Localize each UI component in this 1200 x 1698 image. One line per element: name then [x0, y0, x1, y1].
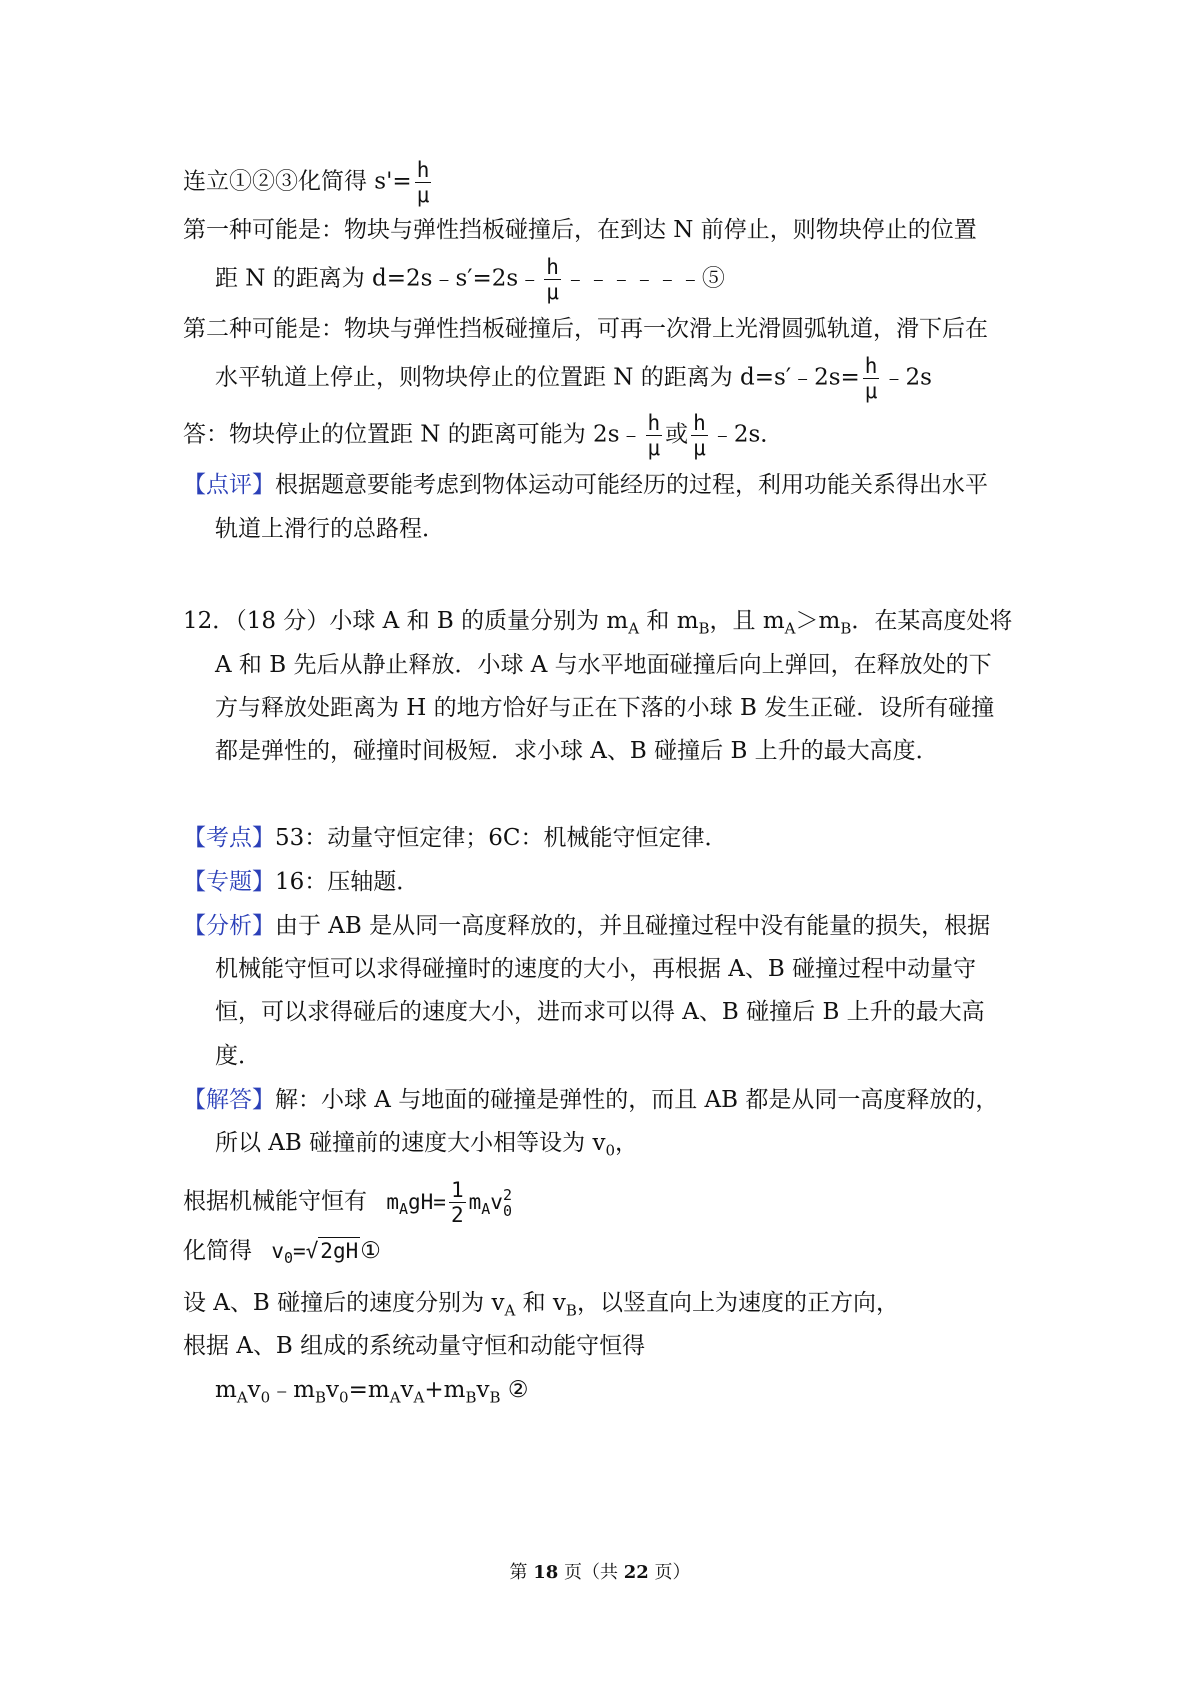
comment-line-2: 轨道上滑行的总路程． — [215, 516, 445, 542]
question-12-line-3: 方与释放处距离为 H 的地方恰好与正在下落的小球 B 发生正碰．设所有碰撞 — [215, 695, 995, 721]
question-12-line-4: 都是弹性的，碰撞时间极短．求小球 A、B 碰撞后 B 上升的最大高度． — [215, 738, 939, 764]
answer-line: 答：物块停止的位置距 N 的距离可能为 2s﹣ $\frac{h}{\mu}$ 或 $\frac{h}{\mu}$ ﹣2s． — [183, 411, 784, 460]
jieda-line-1: 【解答】解：小球 A 与地面的碰撞是弹性的，而且 AB 都是从同一高度释放的， — [183, 1087, 999, 1113]
kaodian-line: 【考点】53：动量守恒定律；6C：机械能守恒定律． — [183, 825, 728, 851]
zhuanti-line: 【专题】16：压轴题． — [183, 869, 420, 895]
energy-conservation-line: 根据机械能守恒有 $m_AgH=$ $\frac{1}{2}$ $m_Av$ 2 0 — [183, 1178, 512, 1227]
comment-tag: 【点评】 — [183, 472, 275, 498]
fenxi-line-1: 【分析】由于 AB 是从同一高度释放的，并且碰撞过程中没有能量的损失，根据 — [183, 913, 991, 939]
possibility-1-line-2: 距 N 的距离为 d=2s﹣s′=2s﹣ $\frac{h}{\mu}$ ﹣﹣﹣﹣﹣﹣⑤ — [215, 255, 725, 304]
kaodian-tag: 【考点】 — [183, 825, 275, 851]
system-conservation-line: 根据 A、B 组成的系统动量守恒和动能守恒得 — [183, 1333, 646, 1359]
jieda-line-2: 所以 AB 碰撞前的速度大小相等设为 $v_0$， — [215, 1130, 638, 1160]
simplify-v0-line: 化简得 $v_0=√2gH①$ — [183, 1238, 381, 1268]
fenxi-line-4: 度． — [215, 1043, 261, 1069]
v0-equation: $v_0=√2gH$ — [271, 1239, 359, 1268]
line-simplify-s: 连立①②③化简得 s'= $\frac{h}{\mu}$ — [183, 158, 430, 207]
possibility-1-line-1: 第一种可能是：物块与弹性挡板碰撞后，在到达 N 前停止，则物块停止的位置 — [183, 217, 977, 243]
energy-equation: $m_AgH=$ — [386, 1189, 446, 1218]
fenxi-line-3: 恒，可以求得碰后的速度大小，进而求可以得 A、B 碰撞后 B 上升的最大高 — [215, 999, 985, 1025]
current-page: 18 — [533, 1562, 559, 1583]
question-12-line-1: 12．（18 分）小球 A 和 B 的质量分别为 $m_A$ 和 $m_B$，且 $m_A>m_B$．在某高度处将 — [183, 608, 1013, 638]
page-footer: 第 18 页（共 22 页） — [509, 1562, 691, 1583]
question-12-line-2: A 和 B 先后从静止释放．小球 A 与水平地面碰撞后向上弹回，在释放处的下 — [215, 652, 992, 678]
fenxi-line-2: 机械能守恒可以求得碰撞时的速度的大小，再根据 A、B 碰撞过程中动量守 — [215, 956, 977, 982]
momentum-equation: $m_Av_0﹣m_Bv_0=m_Av_A+m_Bv_B$ ② — [215, 1377, 529, 1407]
comment-line-1: 【点评】根据题意要能考虑到物体运动可能经历的过程，利用功能关系得出水平 — [183, 472, 988, 498]
fenxi-tag: 【分析】 — [183, 913, 275, 939]
possibility-2-line-1: 第二种可能是：物块与弹性挡板碰撞后，可再一次滑上光滑圆弧轨道，滑下后在 — [183, 316, 988, 342]
jieda-tag: 【解答】 — [183, 1087, 275, 1113]
set-velocities-line: 设 A、B 碰撞后的速度分别为 $v_A$ 和 $v_B$，以竖直向上为速度的正方向， — [183, 1290, 899, 1320]
possibility-2-line-2: 水平轨道上停止，则物块停止的位置距 N 的距离为 d=s′﹣2s= $\frac{h}{\mu}$ ﹣2s — [215, 354, 932, 403]
zhuanti-tag: 【专题】 — [183, 869, 275, 895]
fraction-h-mu: $\frac{h}{\mu}$ — [416, 158, 430, 207]
total-pages: 22 — [623, 1562, 649, 1583]
